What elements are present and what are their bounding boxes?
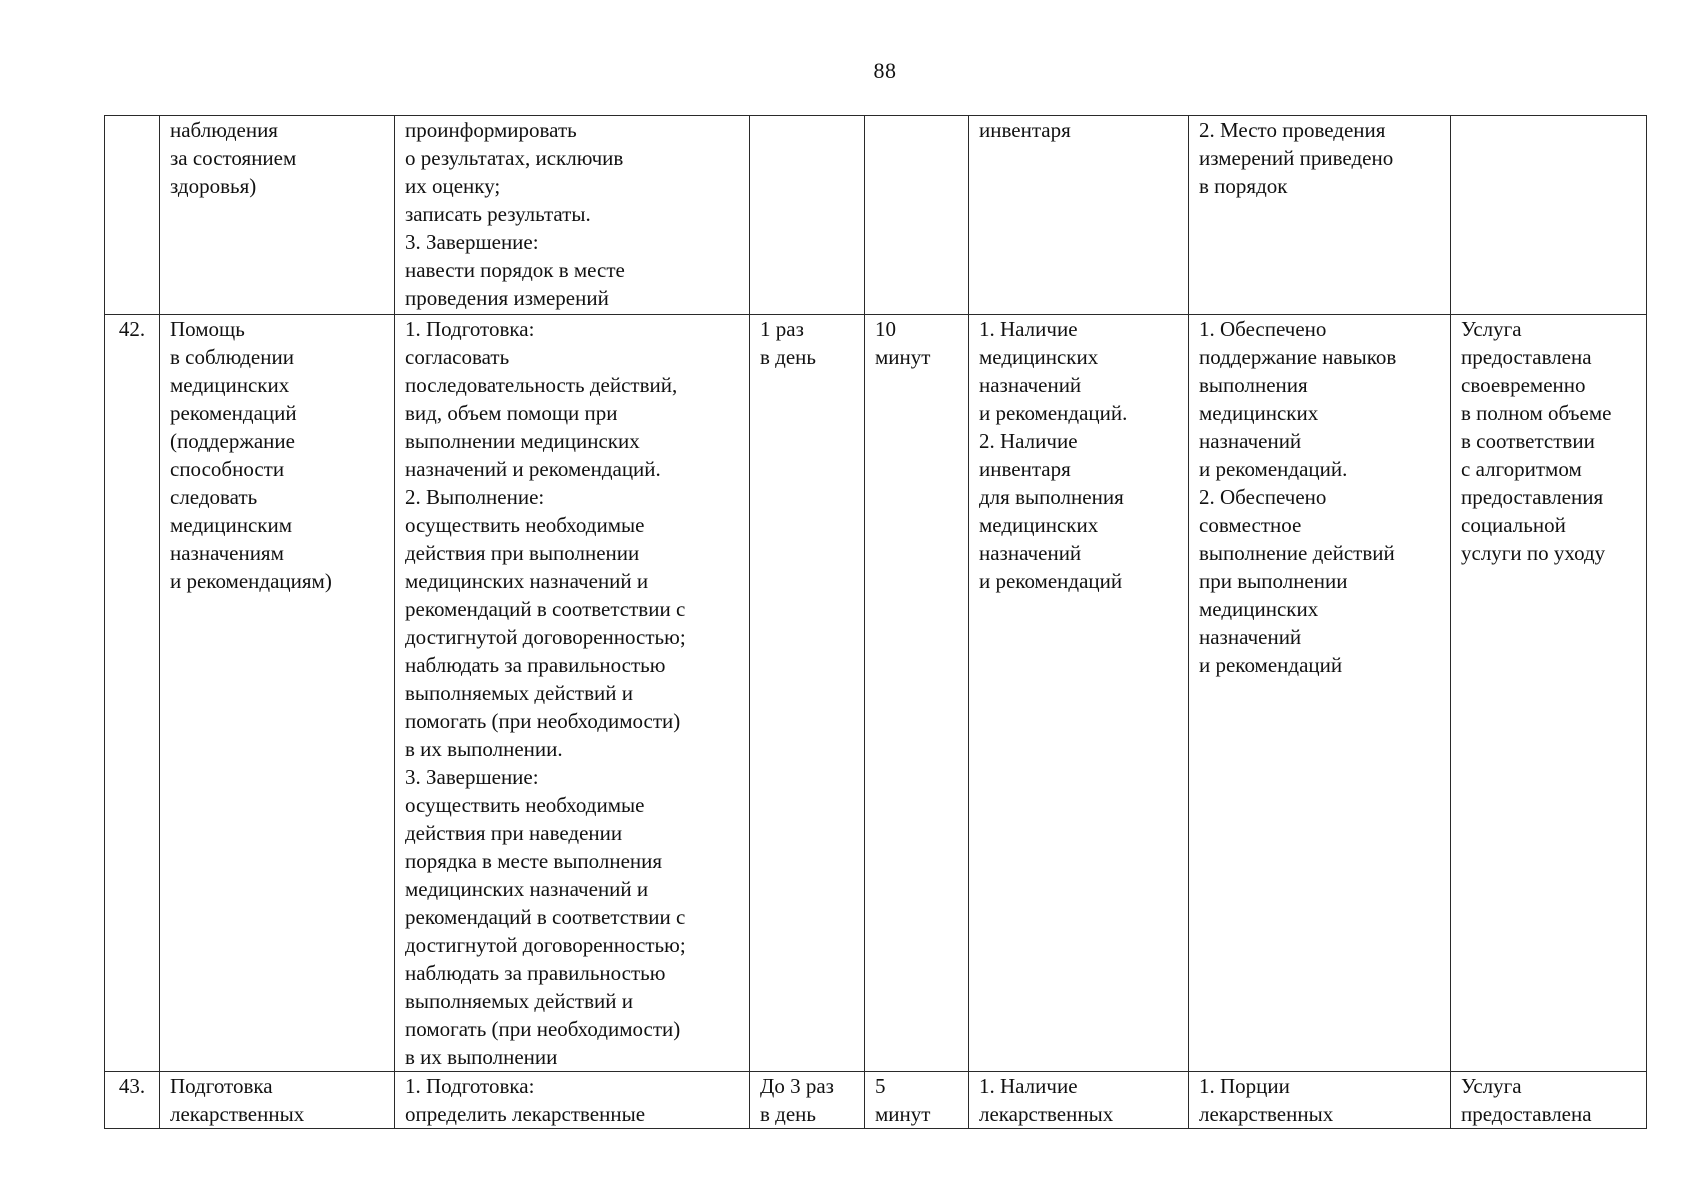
- cell-text-line: с алгоритмом: [1461, 457, 1582, 481]
- cell-text-line: выполнения: [1199, 373, 1308, 397]
- cell-text-line: 1 раз: [760, 317, 804, 341]
- cell-assessment: [1451, 1072, 1647, 1129]
- cell-text-line: совместное: [1199, 513, 1302, 537]
- cell-text-line: вид, объем помощи при: [405, 401, 618, 425]
- cell-text-line: 1. Наличие: [979, 1074, 1078, 1098]
- cell-text-line: 43.: [118, 1074, 146, 1098]
- cell-text-line: о результатах, исключив: [405, 146, 624, 170]
- cell-text-line: измерений приведено: [1199, 146, 1394, 170]
- cell-text-line: предоставления: [1461, 485, 1604, 509]
- cell-text-line: достигнутой договоренностью;: [405, 933, 686, 957]
- cell-text-line: Услуга: [1461, 1074, 1522, 1098]
- cell-results: [1189, 315, 1451, 1072]
- cell-text-line: До 3 раз: [760, 1074, 834, 1098]
- cell-number: [105, 116, 160, 315]
- cell-text-line: 3. Завершение:: [405, 230, 539, 254]
- cell-text-line: наблюдения: [170, 118, 278, 142]
- cell-text-line: последовательность действий,: [405, 373, 678, 397]
- cell-text-line: выполняемых действий и: [405, 681, 633, 705]
- cell-text-line: поддержание навыков: [1199, 345, 1397, 369]
- cell-results: [1189, 1072, 1451, 1129]
- services-table: [104, 115, 1647, 1129]
- cell-text-line: предоставлена: [1461, 1102, 1592, 1126]
- cell-assessment: [1451, 116, 1647, 315]
- cell-conditions: [969, 1072, 1189, 1129]
- cell-service-name: [160, 116, 395, 315]
- cell-text-line: выполнении медицинских: [405, 429, 640, 453]
- cell-text-line: предоставлена: [1461, 345, 1592, 369]
- cell-periodicity: [750, 1072, 865, 1129]
- cell-conditions: [969, 116, 1189, 315]
- cell-text-line: осуществить необходимые: [405, 793, 645, 817]
- cell-text-line: рекомендаций в соответствии с: [405, 597, 686, 621]
- cell-service-name: [160, 1072, 395, 1129]
- cell-text-line: помогать (при необходимости): [405, 709, 681, 733]
- cell-text-line: помогать (при необходимости): [405, 1017, 681, 1041]
- cell-text-line: проведения измерений: [405, 286, 609, 310]
- cell-text-line: 2. Место проведения: [1199, 118, 1386, 142]
- cell-text-line: за состоянием: [170, 146, 297, 170]
- cell-number: [105, 315, 160, 1072]
- cell-text-line: в соответствии: [1461, 429, 1595, 453]
- cell-text-line: назначений: [1199, 625, 1302, 649]
- cell-text-line: 2. Обеспечено: [1199, 485, 1327, 509]
- cell-number: [105, 1072, 160, 1129]
- cell-duration: [865, 116, 969, 315]
- cell-text-line: 10: [875, 317, 896, 341]
- cell-text-line: в полном объеме: [1461, 401, 1612, 425]
- cell-text-line: 2. Выполнение:: [405, 485, 545, 509]
- cell-service-description: [395, 315, 750, 1072]
- cell-text-line: назначений: [1199, 429, 1302, 453]
- cell-text-line: записать результаты.: [405, 202, 591, 226]
- cell-text-line: в день: [760, 345, 816, 369]
- cell-text-line: в их выполнении.: [405, 737, 563, 761]
- table-row-continuation: [105, 116, 1647, 315]
- cell-assessment: [1451, 315, 1647, 1072]
- cell-text-line: своевременно: [1461, 373, 1586, 397]
- cell-text-line: медицинских назначений и: [405, 877, 649, 901]
- cell-text-line: достигнутой договоренностью;: [405, 625, 686, 649]
- cell-text-line: рекомендаций: [170, 401, 297, 425]
- cell-text-line: для выполнения: [979, 485, 1124, 509]
- cell-text-line: медицинским: [170, 513, 293, 537]
- page-number: 88: [873, 58, 897, 83]
- cell-text-line: 1. Подготовка:: [405, 317, 535, 341]
- cell-text-line: Услуга: [1461, 317, 1522, 341]
- cell-text-line: в соблюдении: [170, 345, 294, 369]
- cell-service-name: [160, 315, 395, 1072]
- cell-text-line: лекарственных: [979, 1102, 1114, 1126]
- cell-text-line: назначений: [979, 541, 1082, 565]
- cell-text-line: 1. Порции: [1199, 1074, 1290, 1098]
- cell-text-line: Помощь: [170, 317, 245, 341]
- cell-text-line: и рекомендаций: [979, 569, 1123, 593]
- cell-text-line: определить лекарственные: [405, 1102, 646, 1126]
- cell-text-line: выполнение действий: [1199, 541, 1395, 565]
- cell-text-line: назначений и рекомендаций.: [405, 457, 661, 481]
- cell-text-line: 5: [875, 1074, 886, 1098]
- cell-service-description: [395, 1072, 750, 1129]
- cell-text-line: при выполнении: [1199, 569, 1348, 593]
- cell-text-line: медицинских: [979, 345, 1099, 369]
- cell-text-line: минут: [875, 1102, 931, 1126]
- cell-text-line: (поддержание: [170, 429, 295, 453]
- cell-text-line: способности: [170, 457, 285, 481]
- cell-text-line: назначениям: [170, 541, 284, 565]
- cell-text-line: 3. Завершение:: [405, 765, 539, 789]
- cell-text-line: социальной: [1461, 513, 1566, 537]
- cell-periodicity: [750, 116, 865, 315]
- cell-text-line: минут: [875, 345, 931, 369]
- cell-duration: [865, 315, 969, 1072]
- cell-results: [1189, 116, 1451, 315]
- cell-text-line: навести порядок в месте: [405, 258, 625, 282]
- table-row-42: [105, 315, 1647, 1072]
- cell-text-line: в день: [760, 1102, 816, 1126]
- cell-text-line: наблюдать за правильностью: [405, 653, 666, 677]
- table-row-43: [105, 1072, 1647, 1129]
- cell-text-line: Подготовка: [170, 1074, 273, 1098]
- cell-text-line: медицинских: [1199, 401, 1319, 425]
- cell-text-line: 2. Наличие: [979, 429, 1078, 453]
- cell-text-line: порядка в месте выполнения: [405, 849, 663, 873]
- cell-text-line: их оценку;: [405, 174, 501, 198]
- cell-text-line: выполняемых действий и: [405, 989, 633, 1013]
- cell-text-line: в порядок: [1199, 174, 1288, 198]
- cell-text-line: лекарственных: [1199, 1102, 1334, 1126]
- cell-service-description: [395, 116, 750, 315]
- cell-text-line: 42.: [118, 317, 146, 341]
- cell-duration: [865, 1072, 969, 1129]
- cell-text-line: осуществить необходимые: [405, 513, 645, 537]
- cell-text-line: рекомендаций в соответствии с: [405, 905, 686, 929]
- cell-text-line: и рекомендациям): [170, 569, 332, 593]
- cell-text-line: лекарственных: [170, 1102, 305, 1126]
- cell-text-line: медицинских назначений и: [405, 569, 649, 593]
- cell-text-line: действия при выполнении: [405, 541, 640, 565]
- cell-text-line: и рекомендаций: [1199, 653, 1343, 677]
- cell-periodicity: [750, 315, 865, 1072]
- cell-text-line: и рекомендаций.: [979, 401, 1128, 425]
- cell-text-line: медицинских: [170, 373, 290, 397]
- cell-text-line: медицинских: [979, 513, 1099, 537]
- cell-text-line: инвентаря: [979, 118, 1071, 142]
- cell-text-line: услуги по уходу: [1461, 541, 1606, 565]
- cell-text-line: проинформировать: [405, 118, 577, 142]
- cell-text-line: действия при наведении: [405, 821, 623, 845]
- cell-text-line: 1. Обеспечено: [1199, 317, 1327, 341]
- cell-text-line: инвентаря: [979, 457, 1071, 481]
- cell-text-line: 1. Подготовка:: [405, 1074, 535, 1098]
- cell-text-line: наблюдать за правильностью: [405, 961, 666, 985]
- cell-text-line: здоровья): [170, 174, 257, 198]
- cell-text-line: и рекомендаций.: [1199, 457, 1348, 481]
- cell-text-line: в их выполнении: [405, 1045, 558, 1069]
- cell-text-line: назначений: [979, 373, 1082, 397]
- cell-conditions: [969, 315, 1189, 1072]
- cell-text-line: 1. Наличие: [979, 317, 1078, 341]
- cell-text-line: следовать: [170, 485, 258, 509]
- cell-text-line: согласовать: [405, 345, 510, 369]
- cell-text-line: медицинских: [1199, 597, 1319, 621]
